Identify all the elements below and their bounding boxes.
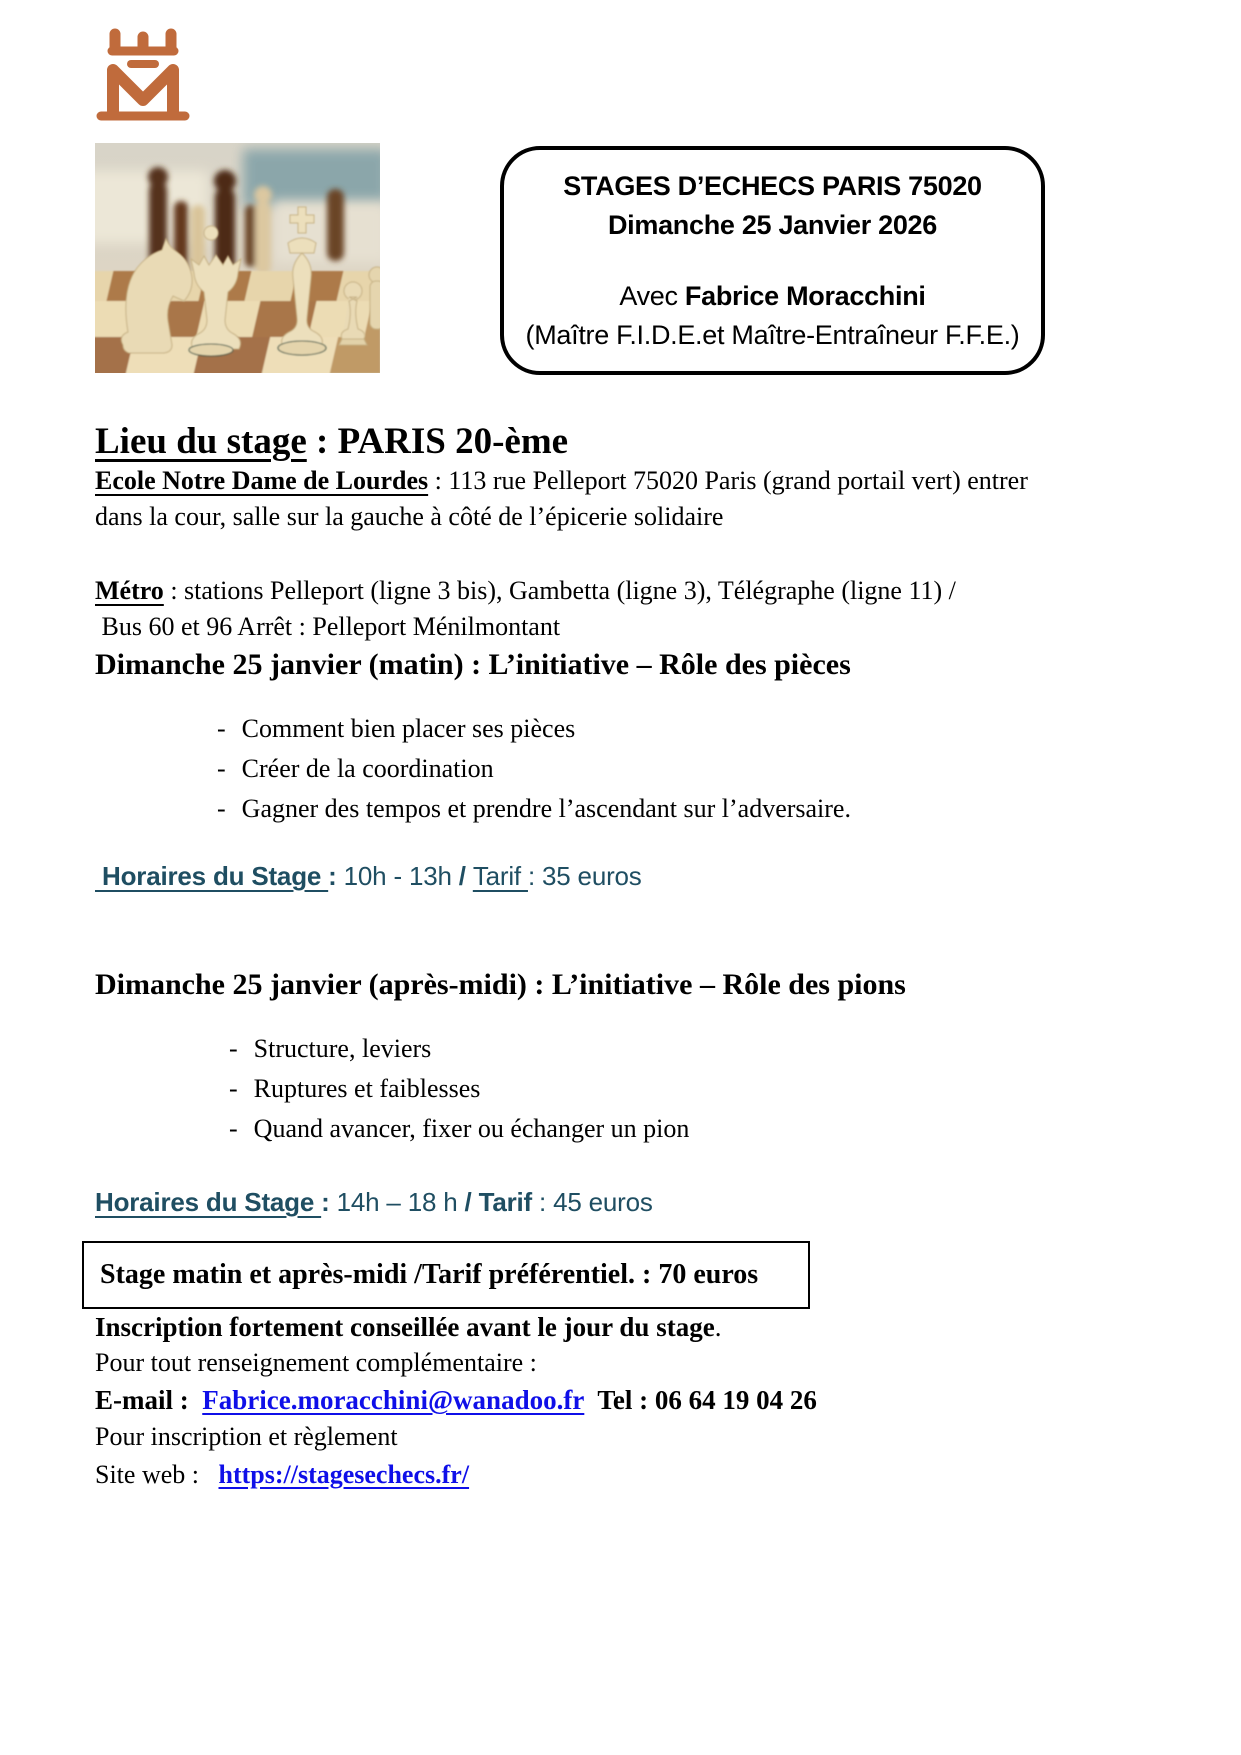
morning-list: [95, 709, 1151, 829]
tarif-value: : 35 euros: [527, 861, 642, 891]
schedule-time: 10h - 13h: [343, 861, 459, 891]
list-item: [217, 749, 1151, 789]
phone-number: Tel : 06 64 19 04 26: [584, 1385, 817, 1415]
school-rest: : 113 rue Pelleport 75020 Paris (grand portail vert) entrer: [428, 466, 1028, 495]
title-box: [500, 146, 1045, 375]
schedule-slash-tarif: / Tarif: [464, 1187, 533, 1217]
instructor-titles: (Maître F.I.D.E.et Maître-Entraîneur F.F.E.): [525, 319, 1020, 350]
tarif-label: Tarif: [472, 861, 528, 891]
document-body: [0, 420, 1241, 1495]
lieu-sep: :: [306, 421, 338, 462]
registration-advice: [95, 1309, 1151, 1345]
website-link[interactable]: https://stagesechecs.fr/: [218, 1460, 470, 1489]
list-item-text: Créer de la coordination: [241, 754, 494, 783]
list-item: [229, 1109, 1151, 1149]
m-crown-logo-icon: [93, 24, 193, 124]
schedule-label: Horaires du Stage: [95, 861, 329, 891]
instructor-line: [619, 277, 925, 316]
dash-marker: -: [217, 714, 226, 743]
metro-rest: : stations Pelleport (ligne 3 bis), Gambetta (ligne 3), Télégraphe (ligne 11) /: [163, 576, 956, 605]
website-line: [95, 1455, 1151, 1495]
stage-date: Dimanche 25 Janvier 2026: [607, 209, 937, 240]
list-item-text: Quand avancer, fixer ou échanger un pion: [253, 1114, 690, 1143]
morning-schedule-line: [95, 859, 1151, 893]
dash-marker: -: [217, 794, 226, 823]
contact-line: [95, 1381, 1151, 1419]
afternoon-heading: Dimanche 25 janvier (après-midi) : L’initiative – Rôle des pions: [95, 968, 906, 1001]
dash-marker: -: [229, 1074, 238, 1103]
schedule-time: 14h – 18 h: [336, 1187, 465, 1217]
payment-line: Pour inscription et règlement: [95, 1422, 398, 1451]
list-item-text: Structure, leviers: [253, 1034, 432, 1063]
lieu-label: Lieu du stage: [95, 421, 307, 462]
registration-advice-bold: Inscription fortement conseillée avant le jour du stage: [95, 1312, 715, 1342]
list-item: [229, 1069, 1151, 1109]
school-line2: dans la cour, salle sur la gauche à côté de l’épicerie solidaire: [95, 502, 724, 531]
header-band: [0, 0, 1241, 420]
registration-advice-period: .: [714, 1312, 722, 1342]
list-item-text: Ruptures et faiblesses: [253, 1074, 481, 1103]
dash-marker: -: [229, 1034, 238, 1063]
website-label: Site web :: [95, 1460, 219, 1489]
lieu-value: PARIS 20-ème: [337, 421, 569, 462]
instructor-name: Fabrice Moracchini: [684, 280, 926, 311]
list-item-text: Gagner des tempos et prendre l’ascendant sur l’adversaire.: [241, 794, 851, 823]
tarif-value: : 45 euros: [532, 1187, 653, 1217]
metro-paragraph: [95, 573, 1151, 645]
dash-marker: -: [229, 1114, 238, 1143]
metro-label: Métro: [95, 576, 164, 605]
dash-marker: -: [217, 754, 226, 783]
email-label: E-mail :: [95, 1385, 203, 1415]
avec-text: Avec: [619, 280, 685, 311]
list-item-text: Comment bien placer ses pièces: [241, 714, 576, 743]
afternoon-list: [95, 1029, 1151, 1149]
stage-title: STAGES D’ECHECS PARIS 75020: [563, 170, 982, 201]
morning-heading: Dimanche 25 janvier (matin) : L’initiative – Rôle des pièces: [95, 648, 851, 681]
schedule-colon: :: [328, 861, 344, 891]
info-line: Pour tout renseignement complémentaire :: [95, 1348, 537, 1377]
list-item: [229, 1029, 1151, 1069]
school-label: Ecole Notre Dame de Lourdes: [95, 466, 429, 495]
afternoon-schedule-line: [95, 1185, 1151, 1219]
metro-line2: Bus 60 et 96 Arrêt : Pelleport Ménilmontant: [95, 612, 561, 641]
list-item: [217, 709, 1151, 749]
email-link[interactable]: Fabrice.moracchini@wanadoo.fr: [202, 1385, 585, 1415]
combined-price-box: Stage matin et après-midi /Tarif préférentiel. : 70 euros: [82, 1241, 810, 1309]
lieu-heading: [95, 420, 1151, 463]
schedule-label: Horaires du Stage: [95, 1187, 322, 1217]
chess-pieces-photo: [95, 143, 380, 373]
list-item: [217, 789, 1151, 829]
schedule-colon: :: [321, 1187, 337, 1217]
school-paragraph: [95, 463, 1151, 535]
schedule-slash: /: [458, 861, 473, 891]
